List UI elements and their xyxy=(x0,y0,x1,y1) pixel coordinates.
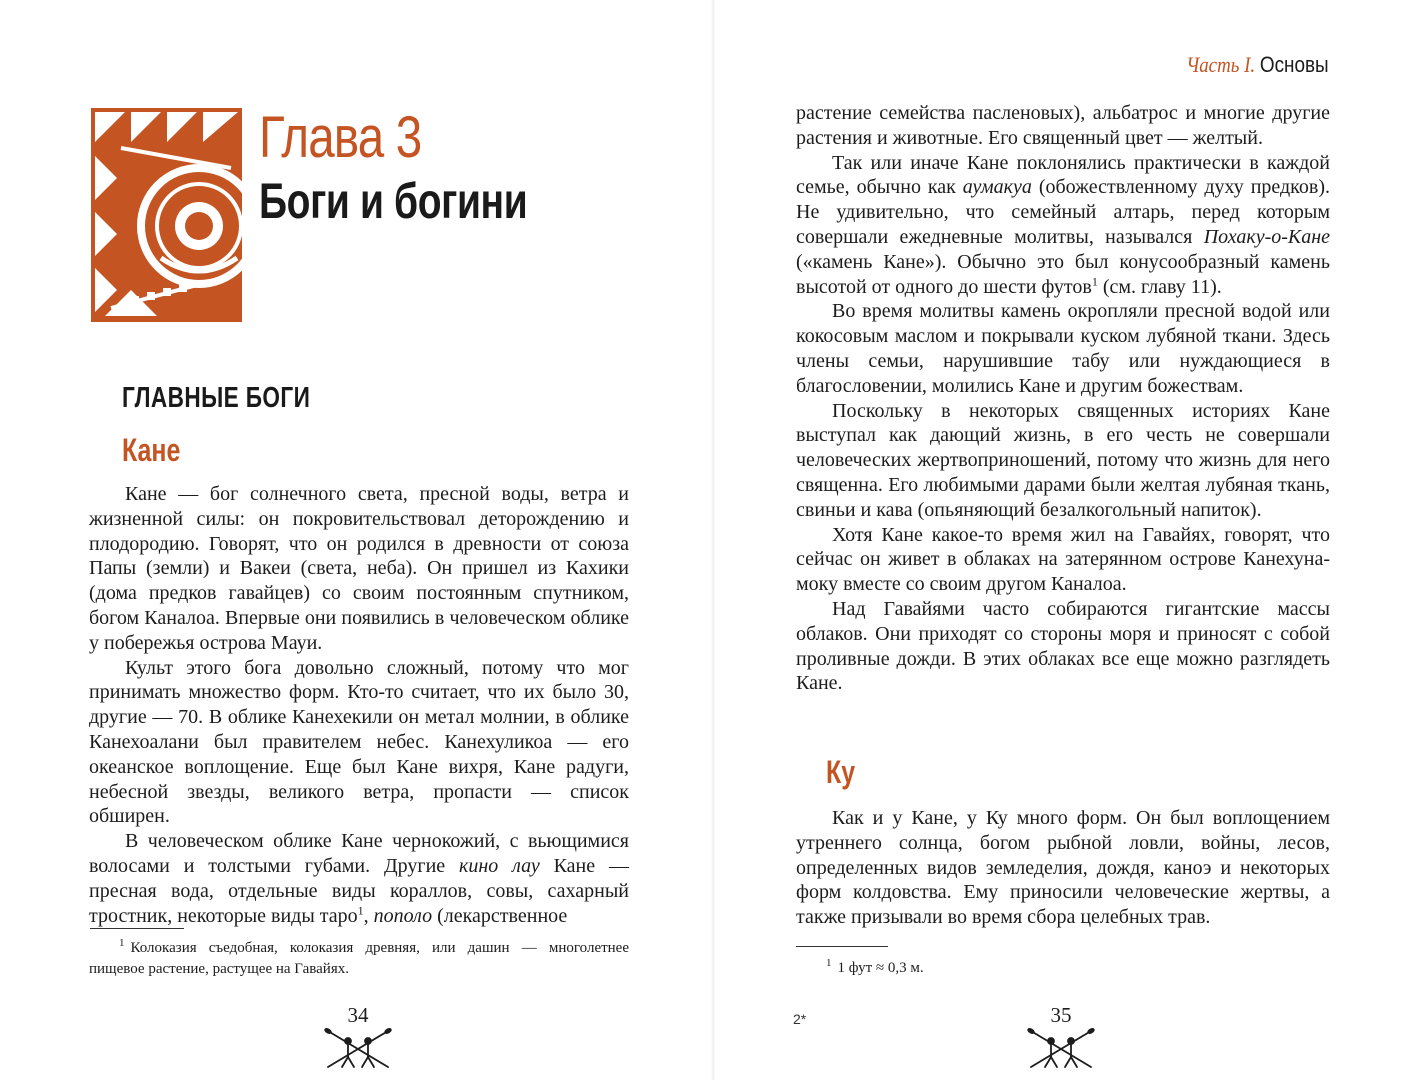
printer-signature: 2* xyxy=(793,1011,807,1027)
chapter-number: Глава 3 xyxy=(259,105,422,170)
running-head-part: Часть I. xyxy=(1186,52,1256,77)
paragraph: Поскольку в некоторых священных историях Кане выступал как дающий жизнь, в его честь не совершали человеческих жертвоприношений, потому что жизнь для него священна. Его любимыми дарами были желтая лубяная ткань, свиньи и кава (опьяняющий безалкогольный напиток). xyxy=(796,399,1330,521)
paragraph: В человеческом облике Кане чернокожий, с вьющимися волосами и толстыми губами. Другие кино лау Кане — пресная вода, отдельные виды кораллов, совы, сахарный тростник, некоторые виды таро$^1$, пополо (лекарственное xyxy=(89,830,629,927)
page-number: 35 xyxy=(1050,1003,1072,1027)
chapter-title: Боги и богини xyxy=(259,173,528,229)
polynesian-tribal-ornament-icon xyxy=(91,108,242,322)
footnote-rule xyxy=(796,946,888,947)
footnote-number: 1 xyxy=(119,937,125,949)
footnote: $^1$ 1 фут ≈ 0,3 м. xyxy=(826,957,924,976)
section-title: ГЛАВНЫЕ БОГИ xyxy=(122,382,311,414)
paragraph: Во время молитвы камень окропляли пресной водой или кокосовым маслом и покрывали куском лубяной ткани. Здесь члены семьи, нарушившие табу или нуждающиеся в благословении, молились Кане и другим божествам. xyxy=(796,300,1330,397)
ku-body-text xyxy=(796,806,1330,930)
footnote-mark: 1 xyxy=(1091,273,1098,288)
paragraph: Кане — бог солнечного света, пресной воды, ветра и жизненной силы: он покровительствовал деторождению и плодородию. Говорят, что он родился в древности от союза Папы (земли) и Вакеи (света, неба). Он пришел из Кахики (дома предков гавайцев) со своим постоянным спутником, богом Каналоа. Впервые они появились в человеческом облике у побережья острова Мауи. xyxy=(89,483,629,654)
god-heading-kane: Кане xyxy=(122,432,181,468)
paragraph: Хотя Кане какое-то время жил на Гавайях, говорят, что сейчас он живет в облаках на затерянном острове Канехуна-моку вместе со своим другом Каналоа. xyxy=(796,523,1330,596)
right-page xyxy=(713,0,1426,1080)
paragraph: Над Гавайями часто собираются гигантские массы облаков. Они приходят со стороны моря и приносят с собой проливные дожди. В этих облаках все еще можно разглядеть Кане. xyxy=(796,597,1330,695)
running-head xyxy=(1187,52,1329,78)
running-head-title: Основы xyxy=(1260,52,1329,77)
footnote: $^1$ Колоказия съедобная, колоказия древняя, или дашин — многолетнее пищевое растение, растущее на Гавайях. xyxy=(89,937,629,977)
paragraph: Культ этого бога довольно сложный, потому что мог принимать множество форм. Кто-то считает, что их было 30, другие — 70. В облике Канехекили он метал молнии, в облике Канехоалани был правителем небес. Канехуликоа — его океанское воплощение. Еще был Кане вихря, Кане радуги, небесной звезды, великого ветра, пропасти — список обширен. xyxy=(89,656,629,828)
left-body-text xyxy=(89,482,629,928)
page-number: 34 xyxy=(347,1003,369,1027)
crossed-paddles-dancers-icon xyxy=(322,1027,394,1071)
paragraph: Как и у Кане, у Ку много форм. Он был воплощением утреннего солнца, богом рыбной ловли, войны, лесов, определенных видов земледелия, дождя, каноэ и некоторых форм колдовства. Ему приносили человеческие жертвы, а также призывали во время сбора целебных трав. xyxy=(796,807,1330,929)
footnote-rule xyxy=(90,928,184,929)
footnote-number: 1 xyxy=(826,957,832,969)
god-heading-ku: Ку xyxy=(826,754,856,790)
paragraph: растение семейства пасленовых), альбатрос и многие другие растения и животные. Его священный цвет — желтый. xyxy=(796,102,1330,149)
paragraph: Так или иначе Кане поклонялись практически в каждой семье, обычно как аумакуа (обожествленному духу предков). Не удивительно, что семейный алтарь, перед которым совершали ежедневные молитвы, назывался Похаку-о-Кане («камень Кане»). Обычно это был конусообразный камень высотой от одного до шести футов$^1$ (см. главу 11). xyxy=(796,151,1330,298)
footnote-mark: 1 xyxy=(357,902,364,917)
right-body-text xyxy=(796,101,1330,696)
crossed-paddles-dancers-icon xyxy=(1025,1027,1097,1071)
